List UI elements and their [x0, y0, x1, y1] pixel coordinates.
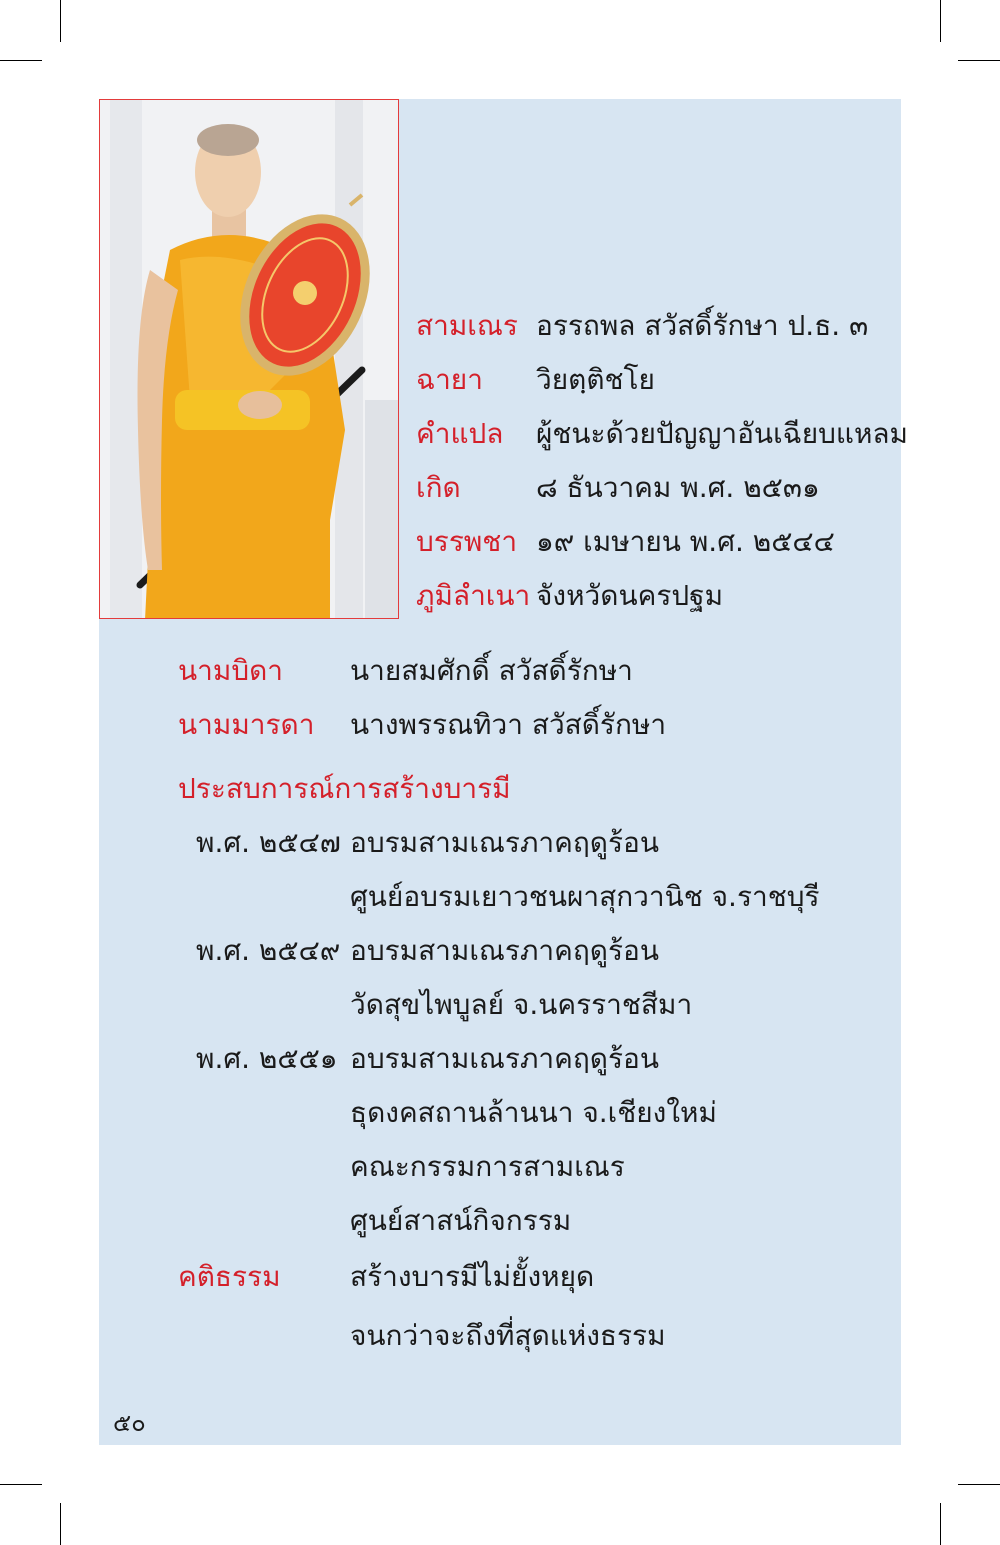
experience-line: [350, 823, 659, 863]
row-alias-label: [416, 360, 483, 400]
experience-line: [350, 877, 820, 917]
ordained-value: ๑๙ เมษายน พ.ศ. ๒๕๔๔: [536, 525, 835, 558]
row-meaning: [536, 414, 908, 454]
crop-mark: [958, 1484, 1000, 1485]
experience-line: [350, 1039, 659, 1079]
motto-line-text: สร้างบารมีไม่ยั้งหยุด: [350, 1260, 595, 1293]
row-hometown-label: [416, 576, 530, 616]
experience-year: [196, 1039, 338, 1079]
year-text: พ.ศ. ๒๕๔๗: [196, 826, 341, 859]
experience-heading-text: ประสบการณ์การสร้างบารมี: [178, 772, 511, 805]
row-born-label: [416, 468, 461, 508]
row-meaning-label: [416, 414, 503, 454]
motto-line: [350, 1316, 666, 1356]
crop-mark: [0, 60, 42, 61]
monk-name: อรรถพล สวัสดิ์รักษา ป.ธ. ๓: [536, 309, 869, 342]
experience-line-text: ศูนย์สาสน์กิจกรรม: [350, 1204, 572, 1237]
title-label: สามเณร: [416, 309, 518, 342]
experience-line: [350, 1147, 625, 1187]
hometown-value: จังหวัดนครปฐม: [536, 579, 724, 612]
mother-label-row: [178, 705, 314, 745]
crop-mark: [940, 0, 941, 42]
motto-label-row: [178, 1257, 281, 1297]
year-text: พ.ศ. ๒๕๔๙: [196, 934, 341, 967]
row-alias: [536, 360, 655, 400]
father-row: [350, 651, 633, 691]
experience-line-text: อบรมสามเณรภาคฤดูร้อน: [350, 1042, 659, 1075]
row-ordained: [536, 522, 835, 562]
ordained-label: บรรพชา: [416, 525, 518, 558]
row-born: [536, 468, 820, 508]
experience-line-text: อบรมสามเณรภาคฤดูร้อน: [350, 826, 659, 859]
row-ordained-label: [416, 522, 517, 562]
mother-row: [350, 705, 666, 745]
experience-line-text: คณะกรรมการสามเณร: [350, 1150, 625, 1183]
year-text: พ.ศ. ๒๕๕๑: [196, 1042, 338, 1075]
crop-mark: [60, 0, 61, 42]
experience-line-text: ศูนย์อบรมเยาวชนผาสุกวานิช จ.ราชบุรี: [350, 880, 820, 913]
motto-line-text: จนกว่าจะถึงที่สุดแห่งธรรม: [350, 1319, 666, 1352]
hometown-label: ภูมิลำเนา: [416, 579, 531, 612]
crop-mark: [958, 60, 1000, 61]
portrait-photo: [99, 99, 399, 619]
experience-year: [196, 823, 341, 863]
mother-name: นางพรรณทิวา สวัสดิ์รักษา: [350, 708, 667, 741]
motto-label: คติธรรม: [178, 1260, 281, 1293]
row-hometown: [536, 576, 723, 616]
experience-line-text: วัดสุขไพบูลย์ จ.นครราชสีมา: [350, 988, 693, 1021]
row-name: [536, 306, 868, 346]
page-number: ๕๐: [113, 1409, 146, 1437]
meaning-value: ผู้ชนะด้วยปัญญาอันเฉียบแหลม: [536, 417, 909, 450]
mother-label: นามมารดา: [178, 708, 315, 741]
experience-line: [350, 985, 692, 1025]
row-title: [416, 306, 518, 346]
father-name: นายสมศักดิ์ สวัสดิ์รักษา: [350, 654, 633, 687]
crop-mark: [60, 1503, 61, 1545]
alias-value: วิยตฺติชโย: [536, 363, 655, 396]
experience-line: [350, 931, 659, 971]
father-label-row: [178, 651, 283, 691]
experience-heading: [178, 769, 511, 809]
experience-line-text: ธุดงคสถานล้านนา จ.เชียงใหม่: [350, 1096, 717, 1129]
meaning-label: คำแปล: [416, 417, 504, 450]
experience-line: [350, 1093, 717, 1133]
father-label: นามบิดา: [178, 654, 283, 687]
crop-mark: [940, 1503, 941, 1545]
crop-mark: [0, 1484, 42, 1485]
born-label: เกิด: [416, 471, 461, 504]
experience-year: [196, 931, 340, 971]
experience-line: [350, 1201, 571, 1241]
experience-line-text: อบรมสามเณรภาคฤดูร้อน: [350, 934, 659, 967]
alias-label: ฉายา: [416, 363, 483, 396]
born-value: ๘ ธันวาคม พ.ศ. ๒๕๓๑: [536, 471, 820, 504]
motto-line: [350, 1257, 594, 1297]
